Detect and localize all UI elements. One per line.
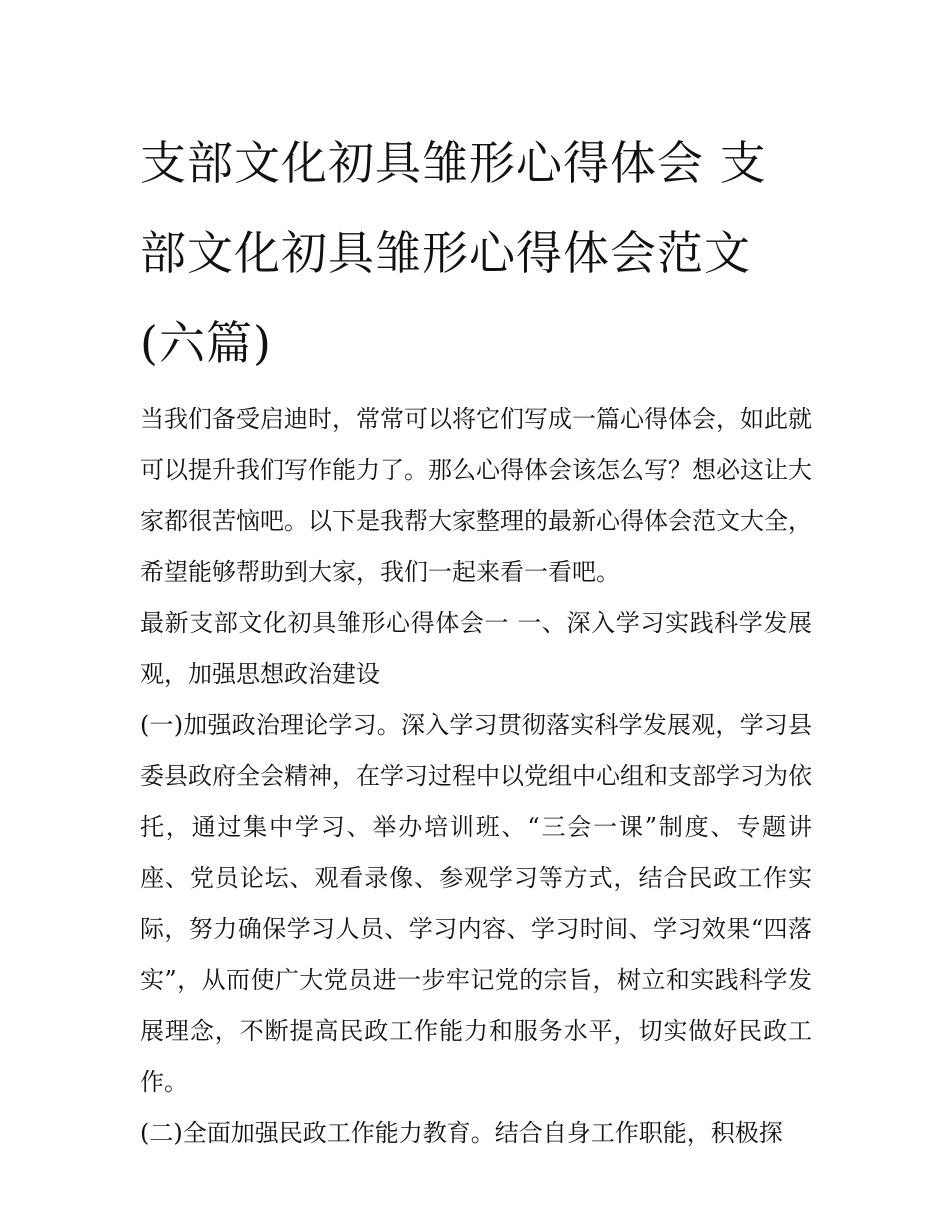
paragraph-point-two: (二)全面加强民政工作能力教育。结合自身工作职能，积极探	[140, 1119, 783, 1147]
paragraph-section-heading: 最新支部文化初具雏形心得体会一 一、深入学习实践科学发展观，加强思想政治建设	[140, 609, 812, 688]
paragraph-intro: 当我们备受启迪时，常常可以将它们写成一篇心得体会，如此就可以提升我们写作能力了。那么心得体会该怎么写？想必这让大家都很苦恼吧。以下是我帮大家整理的最新心得体会范文大全，希望能够帮助到大家，我们一起来看一看吧。	[140, 405, 812, 586]
paragraph-point-one: (一)加强政治理论学习。深入学习贯彻落实科学发展观，学习县委县政府全会精神，在学习过程中以党组中心组和支部学习为依托，通过集中学习、举办培训班、“三会一课”制度、专题讲座、党员论坛、观看录像、参观学习等方式，结合民政工作实际，努力确保学习人员、学习内容、学习时间、学习效果“四落实”，从而使广大党员进一步牢记党的宗旨，树立和实践科学发展理念，不断提高民政工作能力和服务水平，切实做好民政工作。	[140, 711, 812, 1096]
document-title: 支部文化初具雏形心得体会 支部文化初具雏形心得体会范文(六篇)	[140, 136, 767, 370]
document-page	[140, 118, 812, 1159]
